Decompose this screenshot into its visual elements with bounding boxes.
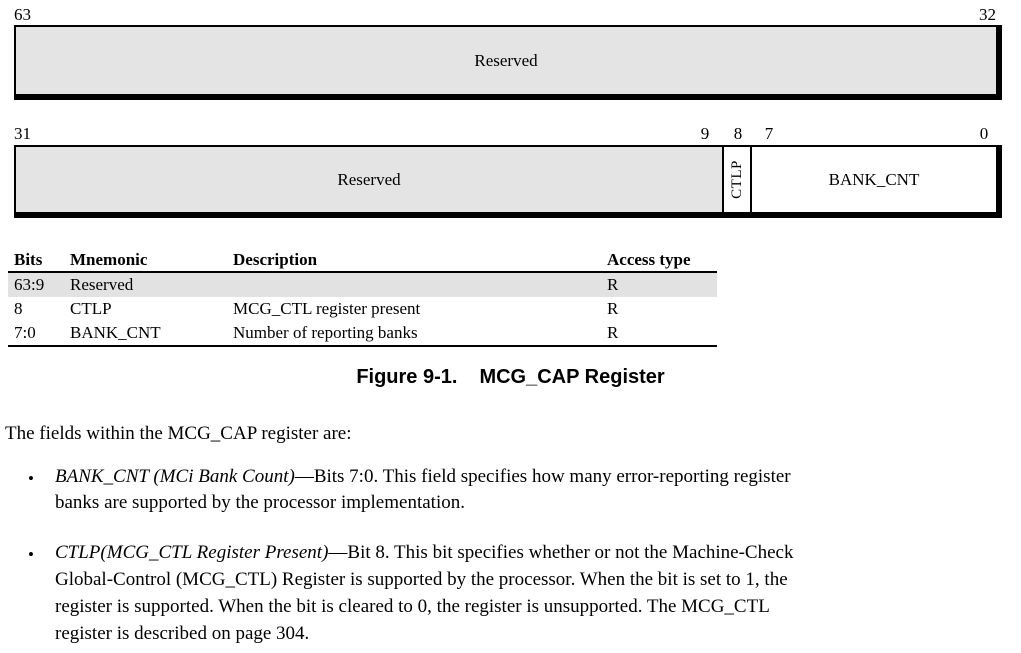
field-reserved-low [16,147,722,212]
bullet-item-ctlp [0,539,1005,647]
bullet-term: BANK_CNT (MCi Bank Count) [55,466,295,487]
table-row [8,273,717,297]
col-header-description: Description [233,249,318,269]
figure-caption [0,366,1021,389]
bullet-text: —Bit 8. This bit specifies whether or not the Machine-Check [328,542,794,563]
field-ctlp [722,147,752,212]
figure-caption-title: MCG_CAP Register [479,366,665,388]
figure-caption-label: Figure 9-1. [356,366,458,388]
bullet-icon: • [28,545,34,564]
bullet-line: banks are supported by the processor implementation. [55,492,465,513]
cell-description: Number of reporting banks [233,323,418,342]
bit-label-63: 63 [14,5,31,24]
bullet-line [55,539,1005,566]
cell-access: R [607,323,619,342]
cell-mnemonic: Reserved [70,275,134,294]
field-reserved-high [16,27,996,94]
bit-label-8: 8 [733,124,743,143]
bit-labels-high [14,5,996,25]
bit-label-0: 0 [979,124,989,143]
cell-bits: 8 [14,299,23,318]
cell-bits: 7:0 [14,323,36,342]
field-reserved-high-label: Reserved [474,50,538,70]
bullet-line [55,464,1005,490]
field-ctlp-label: CTLP [728,160,745,199]
bit-labels-low [14,124,996,144]
bit-label-9: 9 [700,124,710,143]
cell-mnemonic: BANK_CNT [70,323,161,342]
table-row [8,297,717,321]
col-header-access: Access type [607,249,691,269]
field-bank-cnt-label: BANK_CNT [828,169,920,189]
table-row [8,321,717,347]
bullet-line: register is supported. When the bit is cleared to 0, the register is unsupported. The MCG_CTL [55,596,770,617]
cell-access: R [607,299,619,318]
field-bank-cnt [752,147,996,212]
register-box-63-32 [14,25,1002,100]
bullet-text: —Bits 7:0. This field specifies how many error-reporting register [294,466,791,487]
table-header-row [8,248,717,273]
cell-access: R [607,275,619,294]
cell-mnemonic: CTLP [70,299,112,318]
register-box-31-0 [14,145,1002,218]
register-fields-table [8,248,717,347]
cell-description: MCG_CTL register present [233,299,421,318]
bullet-icon: • [28,469,34,488]
col-header-bits: Bits [14,249,43,269]
bullet-line: Global-Control (MCG_CTL) Register is supported by the processor. When the bit is set to 1, the [55,569,788,590]
bullet-item-bank-cnt [0,464,1005,516]
bit-label-32: 32 [979,5,996,24]
bullet-term: CTLP(MCG_CTL Register Present) [55,542,329,563]
bit-label-31: 31 [14,124,31,143]
intro-paragraph: The fields within the MCG_CAP register are: [5,423,352,444]
bullet-line: register is described on page 304. [55,623,310,644]
field-reserved-low-label: Reserved [337,169,401,189]
col-header-mnemonic: Mnemonic [70,249,148,269]
bit-label-7: 7 [764,124,774,143]
cell-bits: 63:9 [14,275,45,294]
